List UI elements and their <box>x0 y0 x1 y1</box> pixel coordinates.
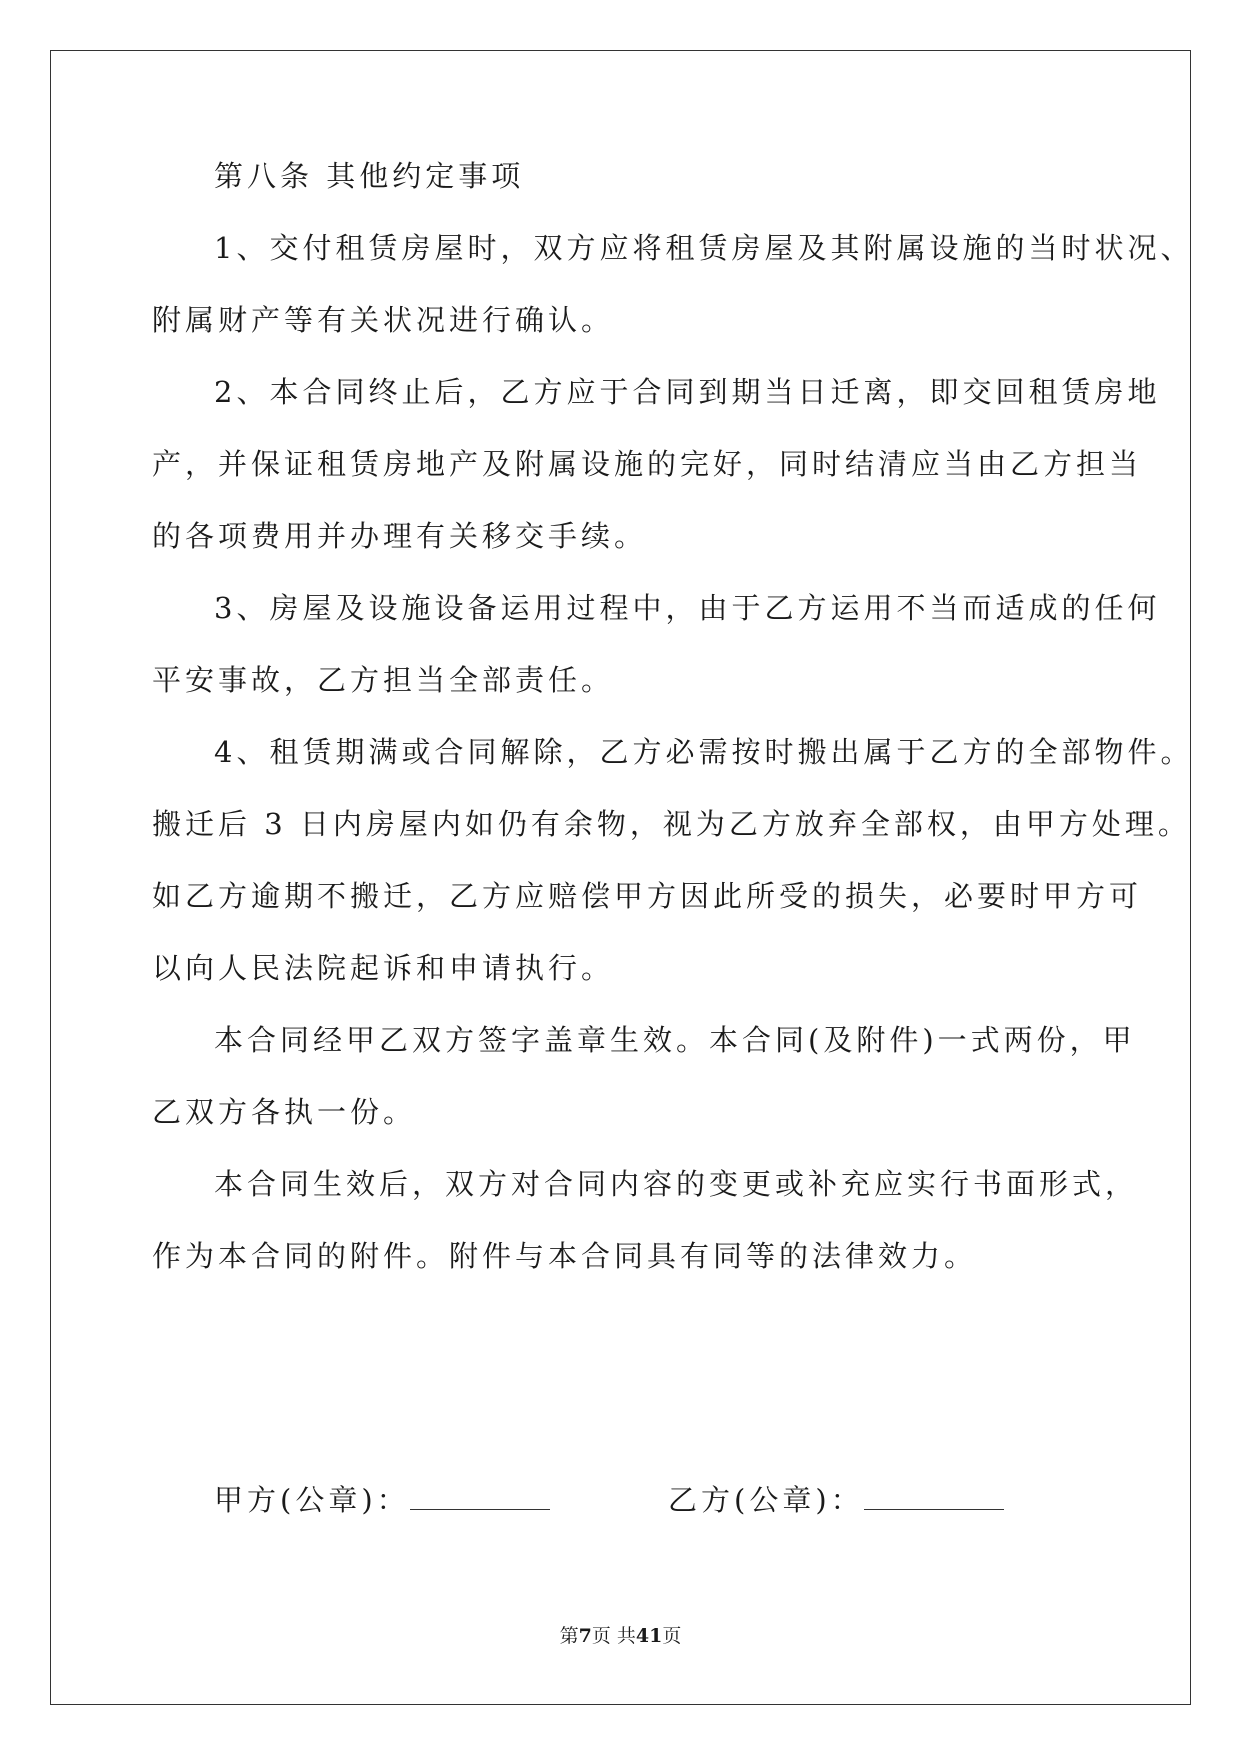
paragraph-line: 2、本合同终止后，乙方应于合同到期当日迁离，即交回租赁房地 <box>214 375 1161 409</box>
paragraph-line: 产，并保证租赁房地产及附属设施的完好，同时结清应当由乙方担当 <box>152 447 1143 481</box>
paragraph-line: 本合同生效后，双方对合同内容的变更或补充应实行书面形式， <box>214 1167 1139 1201</box>
paragraph-line: 如乙方逾期不搬迁，乙方应赔偿甲方因此所受的损失，必要时甲方可 <box>152 879 1143 913</box>
paragraph-line: 搬迁后 3 日内房屋内如仍有余物，视为乙方放弃全部权，由甲方处理。 <box>152 807 1191 841</box>
paragraph-line: 本合同经甲乙双方签字盖章生效。本合同(及附件)一式两份，甲 <box>214 1023 1136 1057</box>
party-b-signature-line <box>864 1481 1004 1510</box>
party-a-label: 甲方(公章)： <box>214 1483 410 1517</box>
footer-page-mid: 页 共 <box>591 1625 636 1647</box>
footer-page-suffix: 页 <box>662 1625 682 1647</box>
paragraph-line: 1、交付租赁房屋时，双方应将租赁房屋及其附属设施的当时状况、 <box>214 231 1194 265</box>
signature-party-b <box>668 1480 1004 1520</box>
party-a-signature-line <box>410 1481 550 1510</box>
party-b-label: 乙方(公章)： <box>668 1483 864 1517</box>
footer-page-number: 7 <box>578 1625 592 1647</box>
section-heading: 第八条 其他约定事项 <box>214 159 525 193</box>
signature-party-a <box>214 1480 550 1520</box>
footer-total-pages: 41 <box>635 1625 663 1647</box>
paragraph-line: 的各项费用并办理有关移交手续。 <box>152 519 648 553</box>
footer-page-prefix: 第 <box>559 1625 579 1647</box>
paragraph-line: 4、租赁期满或合同解除，乙方必需按时搬出属于乙方的全部物件。 <box>214 735 1194 769</box>
paragraph-line: 平安事故，乙方担当全部责任。 <box>152 663 615 697</box>
paragraph-line: 3、房屋及设施设备运用过程中，由于乙方运用不当而适成的任何 <box>214 591 1161 625</box>
paragraph-line: 乙双方各执一份。 <box>152 1095 417 1129</box>
page-footer <box>0 1623 1241 1649</box>
paragraph-line: 附属财产等有关状况进行确认。 <box>152 303 615 337</box>
paragraph-line: 作为本合同的附件。附件与本合同具有同等的法律效力。 <box>152 1239 978 1273</box>
paragraph-line: 以向人民法院起诉和申请执行。 <box>152 951 615 985</box>
